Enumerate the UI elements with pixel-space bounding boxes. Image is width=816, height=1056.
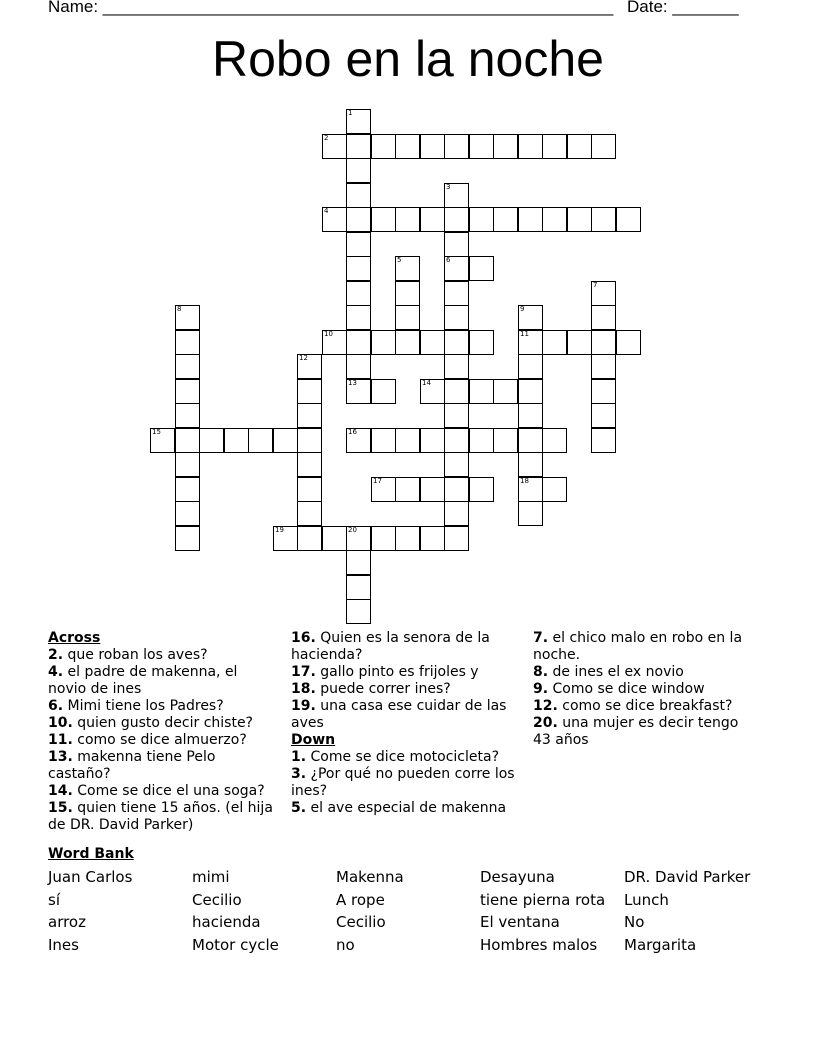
crossword-cell[interactable] (371, 330, 396, 355)
clue-item-text: gallo pinto es frijoles y (315, 664, 479, 680)
crossword-cell[interactable] (346, 379, 371, 404)
crossword-cell[interactable] (591, 134, 616, 159)
crossword-cell[interactable] (591, 403, 616, 428)
crossword-cell[interactable] (346, 109, 371, 134)
crossword-cell[interactable] (346, 550, 371, 575)
crossword-cell[interactable] (322, 526, 347, 551)
crossword-cell[interactable] (444, 330, 469, 355)
crossword-cell[interactable] (518, 501, 543, 526)
word-bank-item: No (624, 913, 645, 931)
crossword-cell[interactable] (346, 305, 371, 330)
name-field: Name: ______________________________________________________ (48, 0, 614, 16)
clue-item-number: 8. (533, 664, 549, 680)
clue-item-text: de ines el ex novio (548, 664, 684, 680)
clue-number: 12 (299, 354, 308, 362)
crossword-cell[interactable] (346, 134, 371, 159)
crossword-cell[interactable] (297, 403, 322, 428)
crossword-cell[interactable] (248, 428, 273, 453)
crossword-cell[interactable] (273, 526, 298, 551)
clue-item-number: 14. (48, 783, 73, 799)
crossword-cell[interactable] (395, 428, 420, 453)
word-bank-item: Margarita (624, 936, 697, 954)
clue-item-text: una mujer es decir tengo 43 años (533, 715, 739, 748)
clue-item-number: 9. (533, 681, 549, 697)
crossword-cell[interactable] (444, 134, 469, 159)
crossword-cell[interactable] (175, 354, 200, 379)
word-bank-item: Desayuna (480, 868, 555, 886)
clue-item (48, 800, 273, 834)
clue-item (533, 681, 758, 698)
crossword-cell[interactable] (444, 379, 469, 404)
crossword-cell[interactable] (346, 232, 371, 257)
clue-number: 17 (373, 477, 382, 485)
word-bank-item: arroz (48, 913, 86, 931)
word-bank-item: Motor cycle (192, 936, 279, 954)
crossword-cell[interactable] (420, 526, 445, 551)
crossword-cell[interactable] (518, 134, 543, 159)
crossword-cell[interactable] (420, 379, 445, 404)
clue-item (533, 664, 758, 681)
crossword-cell[interactable] (469, 379, 494, 404)
crossword-cell[interactable] (224, 428, 249, 453)
clue-number: 19 (275, 526, 284, 534)
clue-item-number: 10. (48, 715, 73, 731)
crossword-cell[interactable] (518, 403, 543, 428)
crossword-cell[interactable] (297, 428, 322, 453)
crossword-cell[interactable] (395, 256, 420, 281)
date-field: Date: _______ (627, 0, 739, 16)
crossword-cell[interactable] (395, 330, 420, 355)
clue-item-text: el padre de makenna, el novio de ines (48, 664, 238, 697)
crossword-cell[interactable] (420, 428, 445, 453)
crossword-cell[interactable] (444, 354, 469, 379)
clue-item-text: como se dice breakfast? (557, 698, 733, 714)
crossword-cell[interactable] (518, 305, 543, 330)
crossword-cell[interactable] (175, 428, 200, 453)
clue-item-number: 3. (291, 766, 307, 782)
crossword-cell[interactable] (444, 477, 469, 502)
crossword-cell[interactable] (542, 134, 567, 159)
clue-item (291, 681, 516, 698)
clue-item (48, 664, 273, 698)
word-bank-item: mimi (192, 868, 230, 886)
clue-number: 5 (397, 256, 402, 264)
crossword-cell[interactable] (346, 158, 371, 183)
clue-item (48, 732, 273, 749)
crossword-cell[interactable] (518, 207, 543, 232)
clue-item-text: que roban los aves? (63, 647, 208, 663)
crossword-cell[interactable] (444, 207, 469, 232)
crossword-cell[interactable] (150, 428, 175, 453)
clue-item-number: 16. (291, 630, 316, 646)
crossword-cell[interactable] (175, 526, 200, 551)
crossword-cell[interactable] (346, 207, 371, 232)
crossword-cell[interactable] (591, 379, 616, 404)
clue-item-number: 2. (48, 647, 64, 663)
clue-item (291, 766, 516, 800)
crossword-cell[interactable] (273, 428, 298, 453)
clue-number: 11 (520, 330, 529, 338)
clue-heading: Down (291, 732, 336, 748)
clue-number: 20 (348, 526, 357, 534)
crossword-cell[interactable] (395, 207, 420, 232)
word-bank-item: sí (48, 891, 60, 909)
clue-item-number: 18. (291, 681, 316, 697)
crossword-cell[interactable] (371, 379, 396, 404)
clue-item (291, 698, 516, 732)
clue-item-text: una casa ese cuidar de las aves (291, 698, 507, 731)
crossword-cell[interactable] (395, 477, 420, 502)
crossword-cell[interactable] (322, 134, 347, 159)
crossword-cell[interactable] (567, 134, 592, 159)
clue-item-number: 12. (533, 698, 558, 714)
clue-item-text: quien gusto decir chiste? (72, 715, 253, 731)
word-bank-heading: Word Bank (48, 846, 134, 862)
crossword-cell[interactable] (297, 452, 322, 477)
clue-item (291, 664, 516, 681)
crossword-cell[interactable] (395, 305, 420, 330)
clue-item (48, 715, 273, 732)
crossword-cell[interactable] (493, 379, 518, 404)
crossword-cell[interactable] (322, 207, 347, 232)
crossword-cell[interactable] (518, 330, 543, 355)
clue-item (48, 647, 273, 664)
crossword-cell[interactable] (591, 354, 616, 379)
crossword-cell[interactable] (346, 599, 371, 624)
clue-number: 16 (348, 428, 357, 436)
clue-item-text: puede correr ines? (315, 681, 451, 697)
crossword-cell[interactable] (444, 526, 469, 551)
clue-item (533, 630, 758, 664)
clue-item-number: 13. (48, 749, 73, 765)
crossword-cell[interactable] (346, 428, 371, 453)
crossword-cell[interactable] (346, 281, 371, 306)
crossword-cell[interactable] (175, 501, 200, 526)
word-bank-item: Makenna (336, 868, 404, 886)
clue-number: 13 (348, 379, 357, 387)
crossword-cell[interactable] (297, 477, 322, 502)
clue-item (291, 749, 516, 766)
clue-item-text: el ave especial de makenna (306, 800, 507, 816)
clue-item-number: 7. (533, 630, 549, 646)
crossword-cell[interactable] (371, 207, 396, 232)
crossword-cell[interactable] (175, 403, 200, 428)
clue-number: 6 (446, 256, 451, 264)
crossword-cell[interactable] (567, 330, 592, 355)
crossword-cell[interactable] (371, 477, 396, 502)
crossword-cell[interactable] (346, 575, 371, 600)
crossword-cell[interactable] (469, 477, 494, 502)
clue-item-number: 17. (291, 664, 316, 680)
clue-item-text: Como se dice window (548, 681, 705, 697)
clue-number: 7 (593, 281, 598, 289)
clues-column-2 (291, 630, 516, 817)
clue-item-number: 6. (48, 698, 64, 714)
crossword-cell[interactable] (591, 207, 616, 232)
clue-number: 14 (422, 379, 431, 387)
crossword-cell[interactable] (346, 183, 371, 208)
crossword-cell[interactable] (175, 452, 200, 477)
clue-item-text: Quien es la senora de la hacienda? (291, 630, 490, 663)
word-bank-item: El ventana (480, 913, 560, 931)
crossword-cell[interactable] (420, 477, 445, 502)
crossword-cell[interactable] (346, 256, 371, 281)
crossword-cell[interactable] (518, 452, 543, 477)
clue-item (48, 749, 273, 783)
crossword-cell[interactable] (469, 256, 494, 281)
word-bank-item: Ines (48, 936, 79, 954)
crossword-cell[interactable] (444, 452, 469, 477)
crossword-cell[interactable] (297, 501, 322, 526)
clue-item-text: makenna tiene Pelo castaño? (48, 749, 216, 782)
clue-item-text: ¿Por qué no pueden corre los ines? (291, 766, 515, 799)
crossword-cell[interactable] (395, 281, 420, 306)
word-bank-item: no (336, 936, 355, 954)
clue-item-number: 4. (48, 664, 64, 680)
clue-item-text: quien tiene 15 años. (el hija de DR. David Parker) (48, 800, 273, 833)
crossword-cell[interactable] (518, 354, 543, 379)
crossword-cell[interactable] (199, 428, 224, 453)
clue-heading: Across (48, 630, 101, 646)
clue-item-number: 20. (533, 715, 558, 731)
clue-item (533, 698, 758, 715)
crossword-cell[interactable] (591, 281, 616, 306)
page-title: Robo en la noche (212, 31, 604, 87)
crossword-cell[interactable] (444, 232, 469, 257)
clue-number: 15 (152, 428, 161, 436)
crossword-cell[interactable] (542, 207, 567, 232)
crossword-cell[interactable] (444, 183, 469, 208)
crossword-cell[interactable] (444, 428, 469, 453)
crossword-cell[interactable] (542, 330, 567, 355)
clue-item (533, 715, 758, 749)
crossword-cell[interactable] (469, 330, 494, 355)
crossword-cell[interactable] (395, 134, 420, 159)
crossword-cell[interactable] (469, 428, 494, 453)
word-bank-item: A rope (336, 891, 385, 909)
clue-item-number: 1. (291, 749, 307, 765)
crossword-cell[interactable] (395, 526, 420, 551)
word-bank-item: tiene pierna rota (480, 891, 606, 909)
crossword-cell[interactable] (444, 501, 469, 526)
crossword-cell[interactable] (518, 379, 543, 404)
crossword-cell[interactable] (297, 354, 322, 379)
crossword-cell[interactable] (346, 330, 371, 355)
clue-number: 8 (177, 305, 182, 313)
clue-number: 18 (520, 477, 529, 485)
crossword-cell[interactable] (444, 305, 469, 330)
clues-column-1 (48, 630, 273, 834)
clues-column-3 (533, 630, 758, 749)
word-bank-item: Cecilio (336, 913, 386, 931)
crossword-cell[interactable] (493, 428, 518, 453)
word-bank-item: DR. David Parker (624, 868, 751, 886)
crossword-cell[interactable] (616, 330, 641, 355)
crossword-cell[interactable] (420, 330, 445, 355)
crossword-cell[interactable] (420, 207, 445, 232)
clue-item (48, 783, 273, 800)
clue-item-number: 15. (48, 800, 73, 816)
clue-number: 2 (324, 134, 329, 142)
crossword-cell[interactable] (371, 428, 396, 453)
word-bank-item: hacienda (192, 913, 261, 931)
crossword-cell[interactable] (175, 330, 200, 355)
crossword-cell[interactable] (591, 305, 616, 330)
word-bank-item: Lunch (624, 891, 669, 909)
clue-item-text: como se dice almuerzo? (72, 732, 247, 748)
clue-item-text: el chico malo en robo en la noche. (533, 630, 743, 663)
crossword-cell[interactable] (371, 134, 396, 159)
crossword-cell[interactable] (175, 379, 200, 404)
word-bank-item: Hombres malos (480, 936, 598, 954)
crossword-cell[interactable] (297, 379, 322, 404)
clue-number: 3 (446, 183, 451, 191)
crossword-cell[interactable] (518, 477, 543, 502)
crossword-cell[interactable] (493, 207, 518, 232)
crossword-cell[interactable] (297, 526, 322, 551)
crossword-cell[interactable] (518, 428, 543, 453)
crossword-cell[interactable] (444, 256, 469, 281)
clue-number: 9 (520, 305, 525, 313)
crossword-cell[interactable] (444, 403, 469, 428)
clue-item-number: 5. (291, 800, 307, 816)
crossword-cell[interactable] (469, 207, 494, 232)
crossword-cell[interactable] (175, 305, 200, 330)
crossword-cell[interactable] (542, 428, 567, 453)
crossword-cell[interactable] (567, 207, 592, 232)
crossword-cell[interactable] (591, 428, 616, 453)
crossword-cell[interactable] (444, 281, 469, 306)
clue-item-number: 19. (291, 698, 316, 714)
clue-item (48, 698, 273, 715)
crossword-cell[interactable] (420, 134, 445, 159)
word-bank-item: Juan Carlos (48, 868, 133, 886)
crossword-cell[interactable] (493, 134, 518, 159)
clue-item-text: Mimi tiene los Padres? (63, 698, 224, 714)
clue-item-text: Come se dice motocicleta? (306, 749, 499, 765)
crossword-cell[interactable] (175, 477, 200, 502)
crossword-cell[interactable] (542, 477, 567, 502)
crossword-cell[interactable] (346, 526, 371, 551)
clue-item (291, 800, 516, 817)
clue-number: 4 (324, 207, 329, 215)
clue-item-number: 11. (48, 732, 73, 748)
clue-item (291, 630, 516, 664)
clue-item-text: Come se dice el una soga? (72, 783, 265, 799)
crossword-cell[interactable] (371, 526, 396, 551)
crossword-cell[interactable] (322, 330, 347, 355)
crossword-cell[interactable] (469, 134, 494, 159)
crossword-cell[interactable] (591, 330, 616, 355)
clue-number: 1 (348, 109, 353, 117)
crossword-cell[interactable] (616, 207, 641, 232)
clue-number: 10 (324, 330, 333, 338)
crossword-cell[interactable] (346, 354, 371, 379)
word-bank-item: Cecilio (192, 891, 242, 909)
